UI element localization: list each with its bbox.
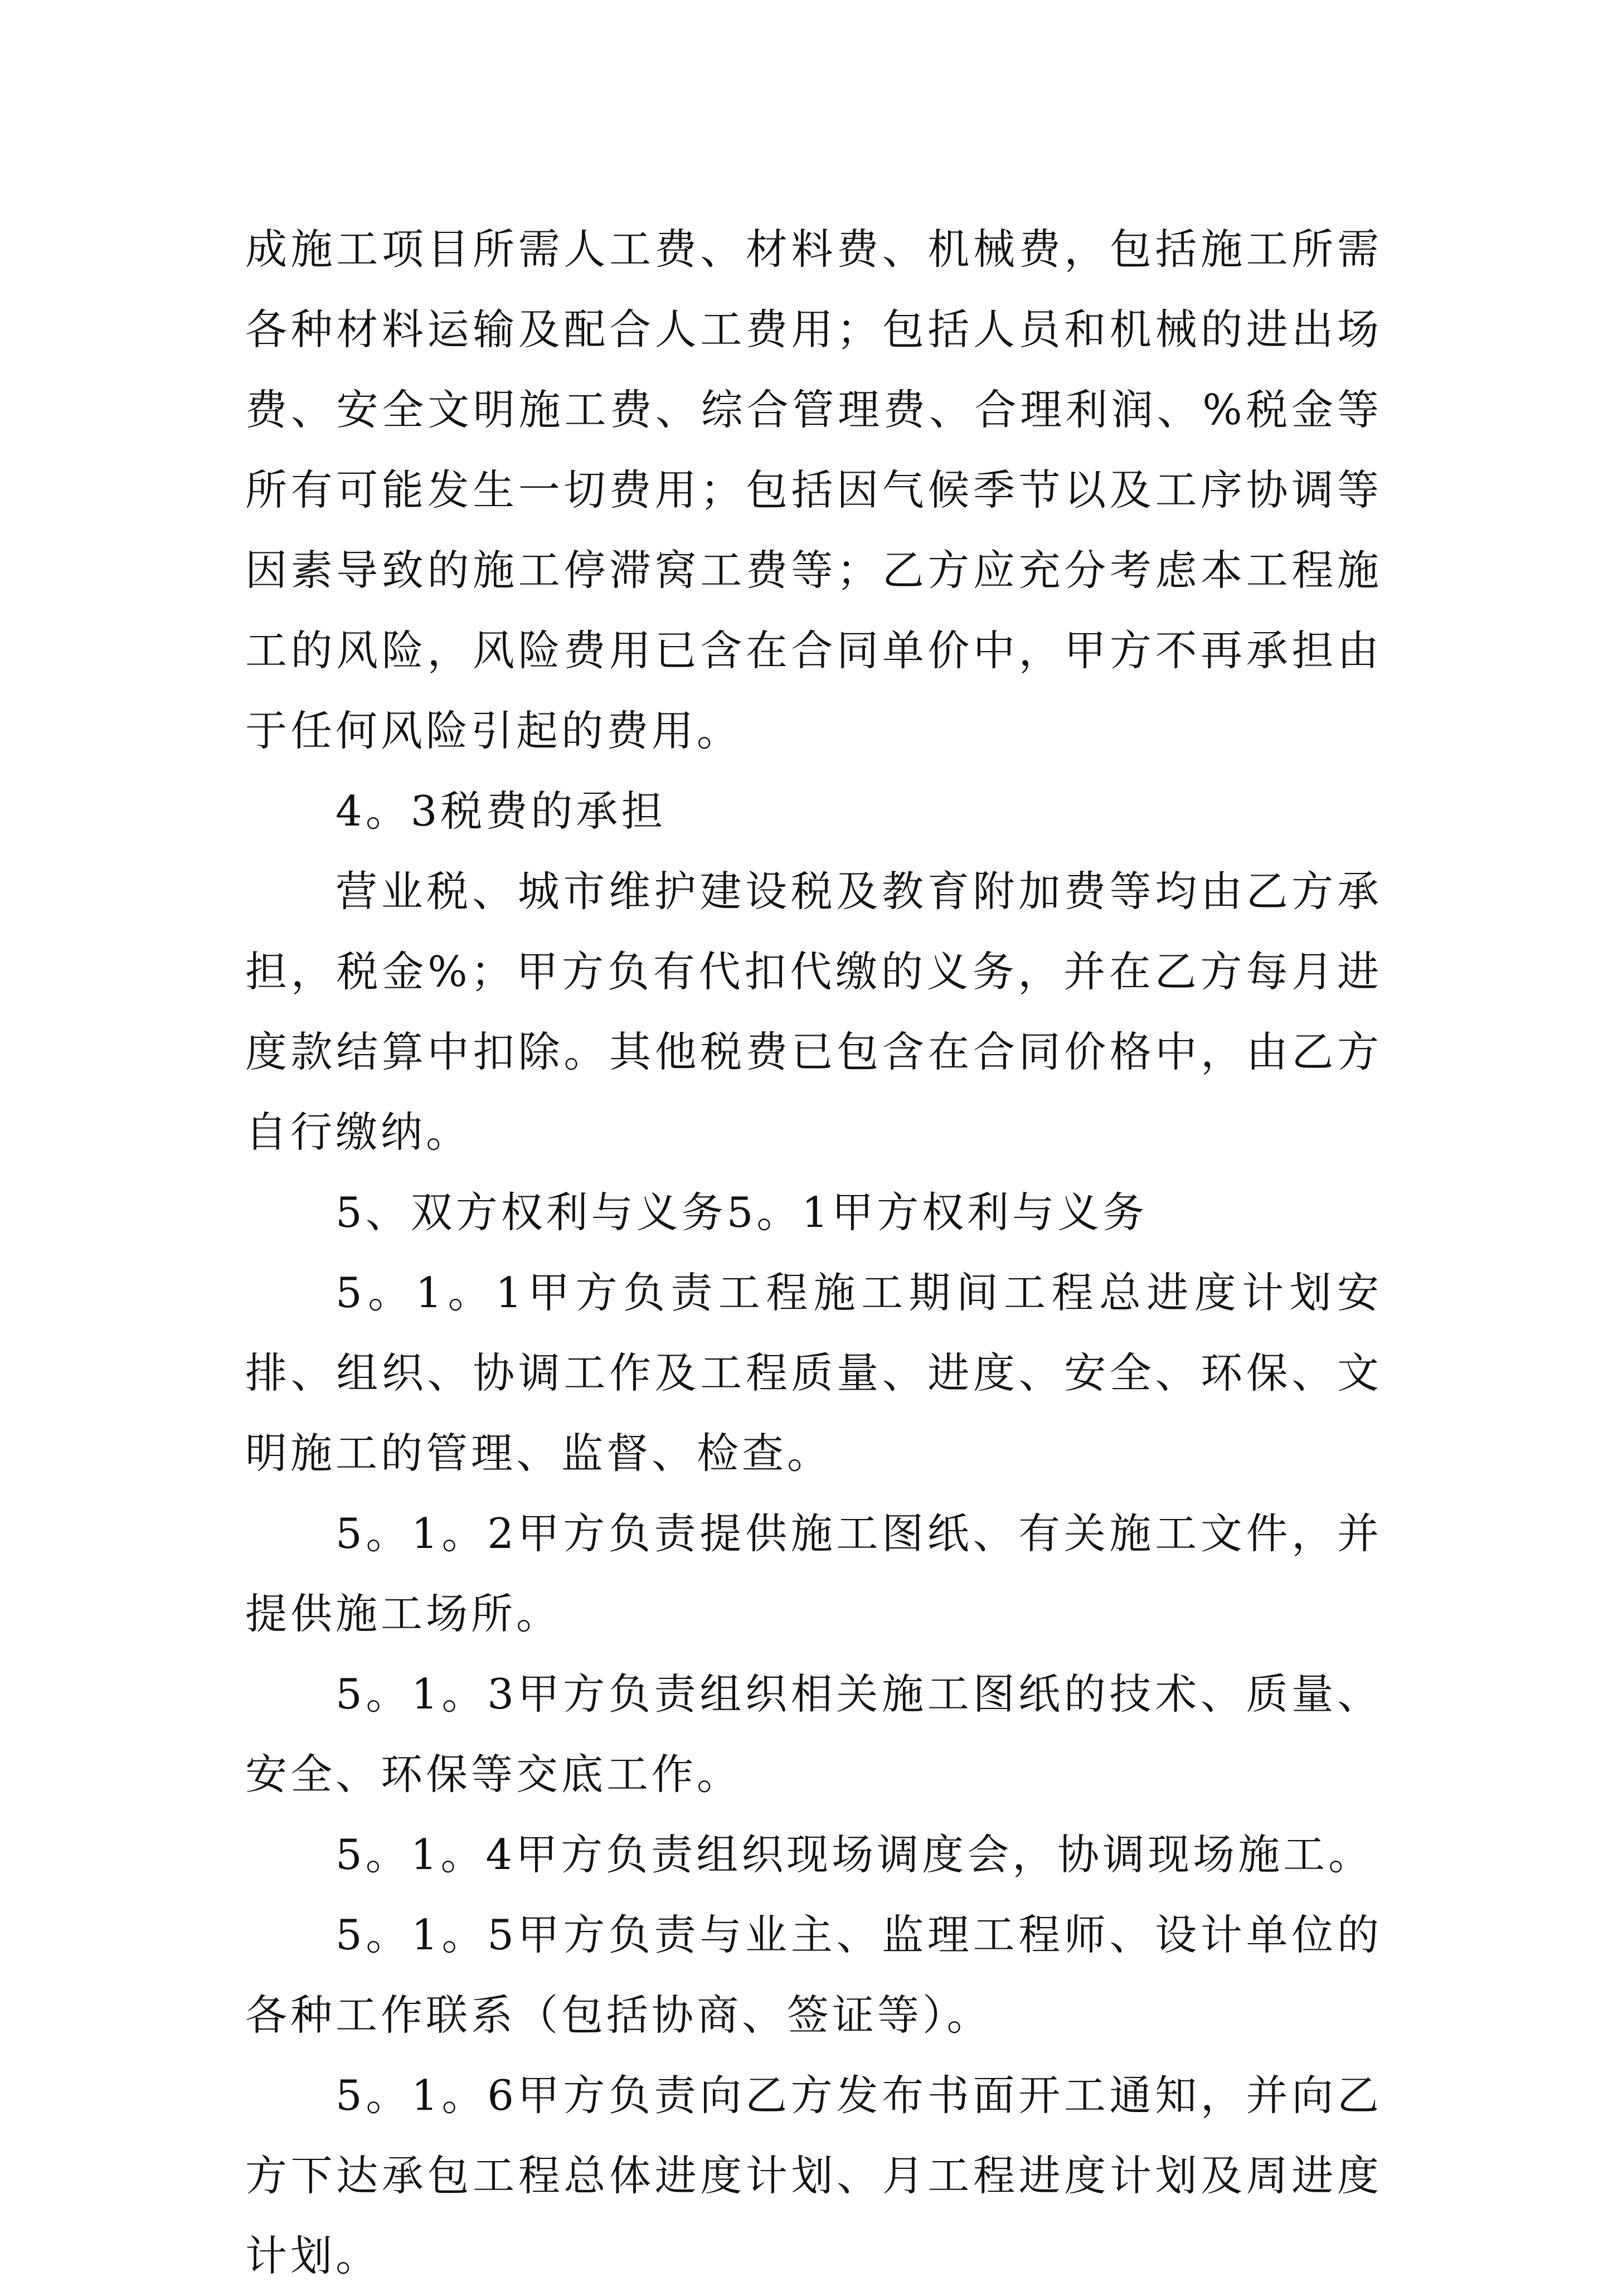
document-body (245, 209, 1382, 2296)
heading-rights-obligations: 5、双方权利与义务5。1甲方权利与义务 (336, 1188, 1148, 1237)
paragraph-cost-scope: 成施工项目所需人工费、材料费、机械费，包括施工所需各种材料运输及配合人工费用；包括人员和机械的进出场费、安全文明施工费、综合管理费、合理利润、%税金等所有可能发生一切费用；包括因气候季节以及工序协调等因素导致的施工停滞窝工费等；乙方应充分考虑本工程施工的风险，风险费用已含在合同单价中，甲方不再承担由于任何风险引起的费用。 (245, 225, 1382, 755)
clause-5-1-4: 5。1。4甲方负责组织现场调度会，协调现场施工。 (336, 1830, 1374, 1879)
clause-5-1-5: 5。1。5甲方负责与业主、监理工程师、设计单位的各种工作联系（包括协商、签证等）。 (245, 1910, 1382, 2040)
clause-5-1-6: 5。1。6甲方负责向乙方发布书面开工通知，并向乙方下达承包工程总体进度计划、月工程进度计划及周进度计划。 (245, 2071, 1382, 2280)
heading-tax-burden: 4。3税费的承担 (336, 787, 667, 836)
clause-5-1-2: 5。1。2甲方负责提供施工图纸、有关施工文件，并提供施工场所。 (245, 1509, 1382, 1638)
clause-5-1-3: 5。1。3甲方负责组织相关施工图纸的技术、质量、安全、环保等交底工作。 (245, 1669, 1382, 1799)
clause-5-1-1: 5。1。1甲方负责工程施工期间工程总进度计划安排、组织、协调工作及工程质量、进度、安全、环保、文明施工的管理、监督、检查。 (245, 1268, 1382, 1478)
paragraph-tax-details: 营业税、城市维护建设税及教育附加费等均由乙方承担，税金%；甲方负有代扣代缴的义务，并在乙方每月进度款结算中扣除。其他税费已包含在合同价格中，由乙方自行缴纳。 (245, 867, 1382, 1157)
